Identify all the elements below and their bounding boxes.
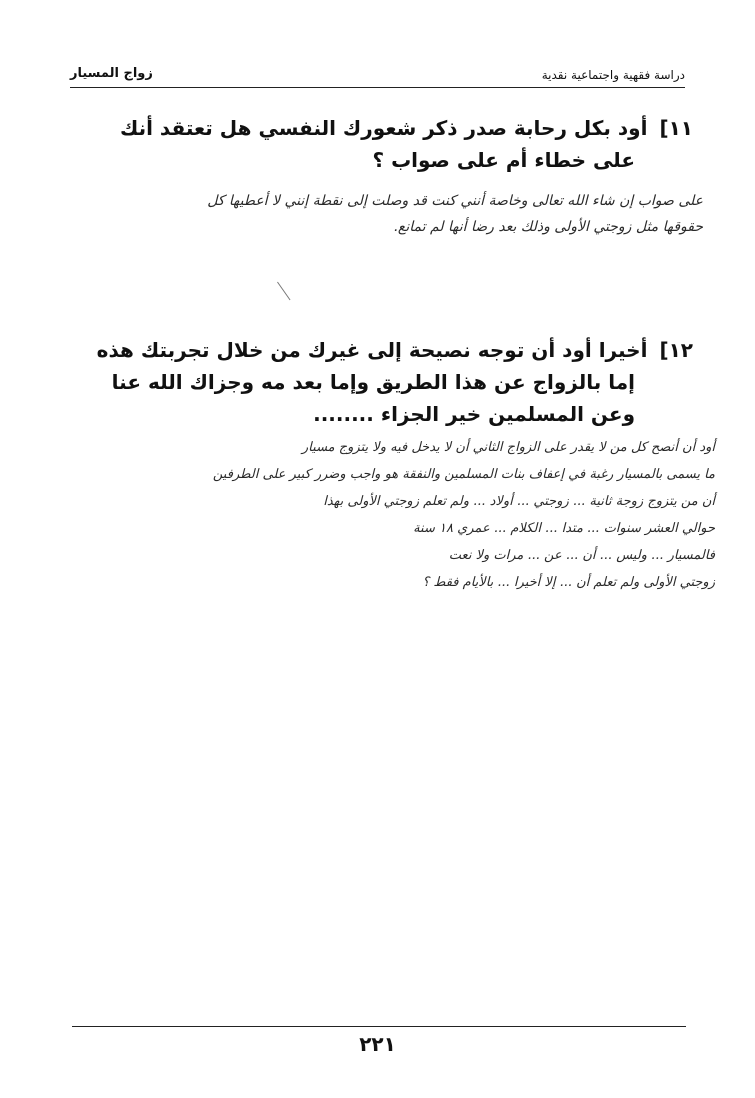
- page-number: ٢٢١: [359, 1032, 396, 1056]
- answer-12-line-4: حوالي العشر سنوات ... متدا ... الكلام ... عمري ١٨ سنة: [413, 521, 715, 536]
- answer-11-line-1: على صواب إن شاء الله تعالى وخاصة أنني كنت قد وصلت إلى نقطة إنني لا أعطيها كل: [207, 193, 703, 209]
- answer-12-line-2: ما يسمى بالمسيار رغبة في إعفاف بنات المسلمين والنفقة هو واجب وضرر كبير على الطرفين: [212, 467, 715, 482]
- page-header: [70, 66, 685, 86]
- answer-11-line-2: حقوقها مثل زوجتي الأولى وذلك بعد رضا أنها لم تمانع.: [393, 219, 703, 235]
- question-11-line-2: على خطاء أم على صواب ؟: [372, 148, 635, 172]
- answer-12-line-1: أود أن أنصح كل من لا يقدر على الزواج الثاني أن لا يدخل فيه ولا يتزوج مسيار: [301, 440, 715, 455]
- question-12-number: ١٢]: [659, 338, 693, 362]
- question-11-number: ١١]: [659, 116, 693, 140]
- question-12-text-1: أخيرا أود أن توجه نصيحة إلى غيرك من خلال تجربتك هذه: [96, 338, 648, 362]
- running-title-subtitle: دراسة فقهية واجتماعية نقدية: [541, 68, 685, 82]
- question-12-line-2: إما بالزواج عن هذا الطريق وإما بعد مه وجزاك الله عنا: [111, 370, 635, 394]
- question-12: [53, 334, 693, 430]
- question-11-text-1: أود بكل رحابة صدر ذكر شعورك النفسي هل تعتقد أنك: [119, 116, 648, 140]
- question-12-line-1: [53, 334, 693, 366]
- footer-divider: [72, 1026, 686, 1027]
- answer-12-line-3: أن من يتزوج زوجة ثانية ... زوجتي ... أولاد ... ولم تعلم زوجتي الأولى بهذا: [323, 494, 715, 509]
- answer-11-handwritten: [83, 188, 703, 240]
- question-12-line-3: وعن المسلمين خير الجزاء ........: [313, 402, 635, 426]
- header-divider: [70, 87, 685, 88]
- question-11-line-1: [73, 112, 693, 144]
- running-title-book: زواج المسيار: [70, 66, 153, 81]
- answer-12-line-6: زوجتي الأولى ولم تعلم أن ... إلا أخيرا ... بالأيام فقط ؟: [422, 575, 715, 590]
- question-11: [73, 112, 693, 176]
- answer-12-handwritten: [55, 434, 715, 596]
- answer-12-line-5: فالمسيار ... وليس ... أن ... عن ... مرات ولا نعت: [448, 548, 715, 563]
- stray-pen-mark: [277, 274, 302, 301]
